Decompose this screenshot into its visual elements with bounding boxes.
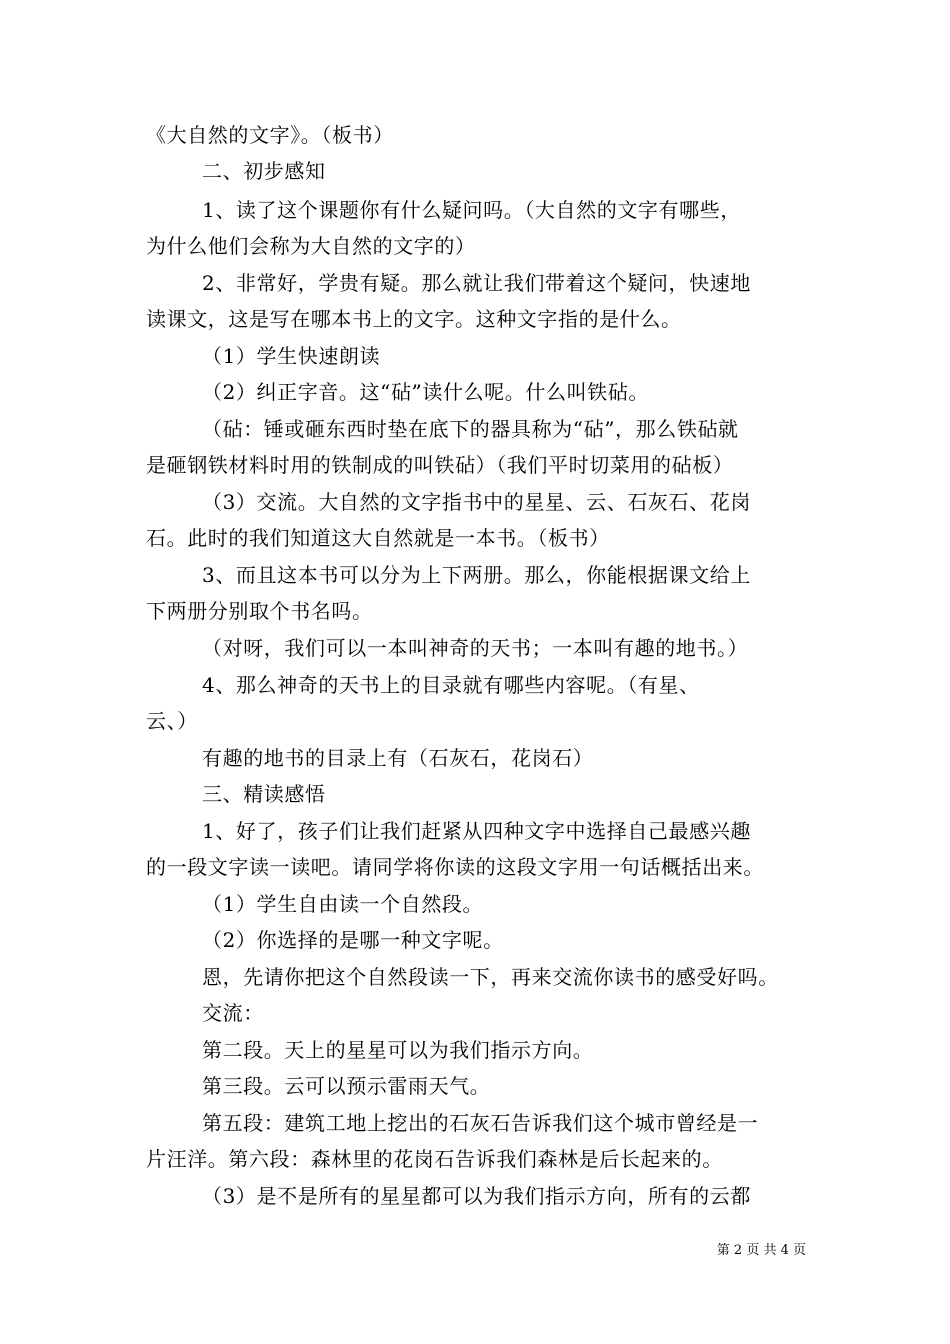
text-line: 有趣的地书的目录上有（石灰石，花岗石） — [202, 746, 594, 770]
text-line: 的一段文字读一读吧。请同学将你读的这段文字用一句话概括出来。 — [146, 855, 764, 879]
text-line: （3）是不是所有的星星都可以为我们指示方向，所有的云都 — [202, 1184, 751, 1208]
text-line: 1、读了这个课题你有什么疑问吗。（大自然的文字有哪些， — [202, 198, 741, 222]
text-line: 石。此时的我们知道这大自然就是一本书。（板书） — [146, 526, 610, 550]
text-line: 第五段：建筑工地上挖出的石灰石告诉我们这个城市曾经是一 — [202, 1111, 759, 1135]
text-line: 2、非常好，学贵有疑。那么就让我们带着这个疑问，快速地 — [202, 271, 751, 295]
text-line: 1、好了，孩子们让我们赶紧从四种文字中选择自己最感兴趣 — [202, 819, 751, 843]
text-line: （2）纠正字音。这“砧”读什么呢。什么叫铁砧。 — [202, 380, 649, 404]
text-line: 第三段。云可以预示雷雨天气。 — [202, 1074, 491, 1098]
text-line: 恩，先请你把这个自然段读一下，再来交流你读书的感受好吗。 — [202, 965, 779, 989]
text-line: 《大自然的文字》。（板书） — [146, 123, 394, 147]
text-line: 4、那么神奇的天书上的目录就有哪些内容呢。（有星、 — [202, 673, 700, 697]
text-line: 云、） — [146, 709, 198, 733]
text-line: （对呀，我们可以一本叫神奇的天书；一本叫有趣的地书。） — [202, 636, 749, 660]
text-line: （1）学生自由读一个自然段。 — [202, 892, 484, 916]
section-heading: 二、初步感知 — [202, 159, 326, 183]
text-line: 读课文，这是写在哪本书上的文字。这种文字指的是什么。 — [146, 307, 682, 331]
text-line: （1）学生快速朗读 — [202, 344, 381, 368]
text-line: 交流： — [202, 1001, 264, 1025]
text-line: 第二段。天上的星星可以为我们指示方向。 — [202, 1038, 594, 1062]
text-line: （砧：锤或砸东西时垫在底下的器具称为“砧”，那么铁砧就 — [202, 417, 739, 441]
text-line: 片汪洋。第六段：森林里的花岗石告诉我们森林是后长起来的。 — [146, 1147, 723, 1171]
text-line: 下两册分别取个书名吗。 — [146, 599, 373, 623]
page-number-footer: 第 2 页 共 4 页 — [716, 1243, 806, 1258]
text-line: 为什么他们会称为大自然的文字的） — [146, 234, 476, 258]
text-line: （3）交流。大自然的文字指书中的星星、云、石灰石、花岗 — [202, 490, 751, 514]
section-heading: 三、精读感悟 — [202, 782, 326, 806]
text-line: 是砸钢铁材料时用的铁制成的叫铁砧）（我们平时切菜用的砧板） — [146, 453, 734, 477]
text-line: 3、而且这本书可以分为上下两册。那么，你能根据课文给上 — [202, 563, 751, 587]
text-line: （2）你选择的是哪一种文字呢。 — [202, 928, 504, 952]
